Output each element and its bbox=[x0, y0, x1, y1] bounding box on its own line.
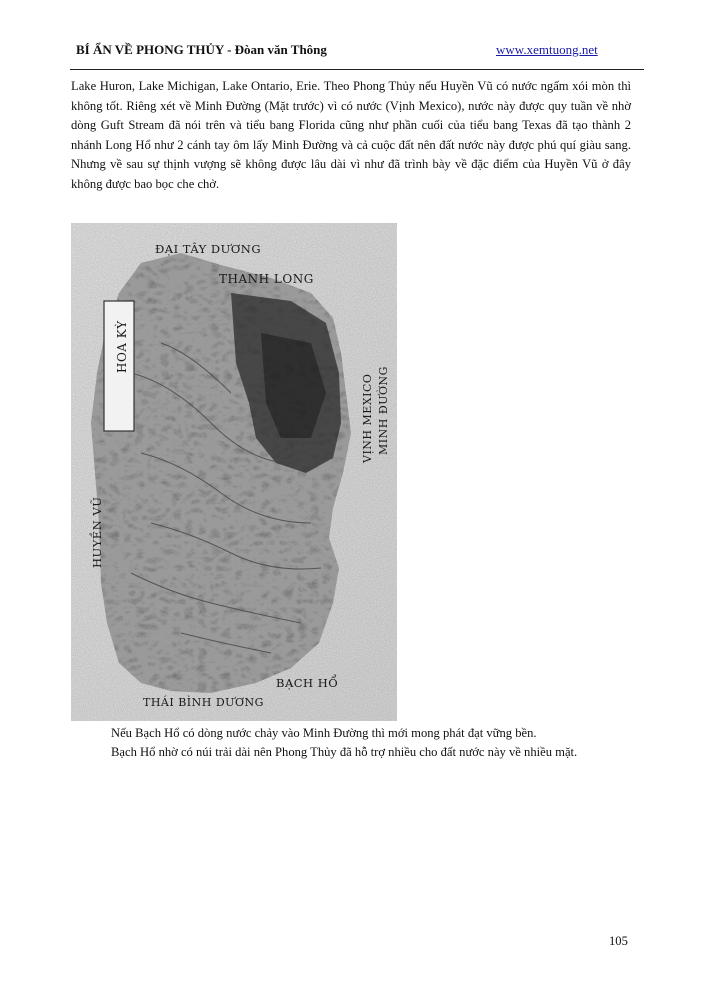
map-label-hoa-ky: HOA KỲ bbox=[115, 320, 129, 373]
map-label-minh-duong: MINH ĐƯỜNG bbox=[377, 366, 390, 455]
website-link[interactable]: www.xemtuong.net bbox=[496, 42, 598, 57]
usa-map-image bbox=[71, 223, 397, 721]
map-label-bach-ho: BẠCH HỔ bbox=[276, 676, 339, 690]
page-number: 105 bbox=[609, 934, 628, 948]
header-title: BÍ ẨN VỀ PHONG THỦY - Đòan văn Thông bbox=[76, 42, 327, 57]
caption-line-2: Bạch Hổ nhờ có núi trải dài nên Phong Thủy đã hỗ trợ nhiều cho đất nước này về nhiều mặt. bbox=[111, 745, 578, 759]
body-paragraph: Lake Huron, Lake Michigan, Lake Ontario, Erie. Theo Phong Thủy nếu Huyền Vũ có nước ngấm xói mòn thì không tốt. Riêng xét về Minh Đường (Mặt trước) vì có nước (Vịnh Mexico), nước này được quy tuần về nhờ dòng Guft Stream đã nói trên và tiểu bang Florida cũng như phần cuối của tiểu bang Texas đã tạo thành 2 nhánh Long Hổ như 2 cánh tay ôm lấy Minh Đường và cả cuộc đất nên đất nước này được phú quí giàu sang. Nhưng về sau sự thịnh vượng sẽ không được lâu dài vì như đã trình bày về đặc điểm của Huyền Vũ ở đây không được bao bọc che chở. bbox=[71, 79, 631, 191]
map-label-vinh-mexico: VỊNH MEXICO bbox=[361, 373, 374, 463]
map-label-huyen-vu: HUYỀN VŨ bbox=[90, 496, 104, 568]
header-divider bbox=[70, 69, 644, 70]
caption-line-1: Nếu Bạch Hổ có dòng nước chảy vào Minh Đường thì mới mong phát đạt vững bền. bbox=[111, 726, 537, 740]
map-label-pacific: THÁI BÌNH DƯƠNG bbox=[143, 696, 264, 709]
map-label-atlantic: ĐẠI TÂY DƯƠNG bbox=[155, 242, 262, 256]
map-svg bbox=[71, 223, 397, 721]
map-label-thanh-long: THANH LONG bbox=[219, 272, 314, 286]
